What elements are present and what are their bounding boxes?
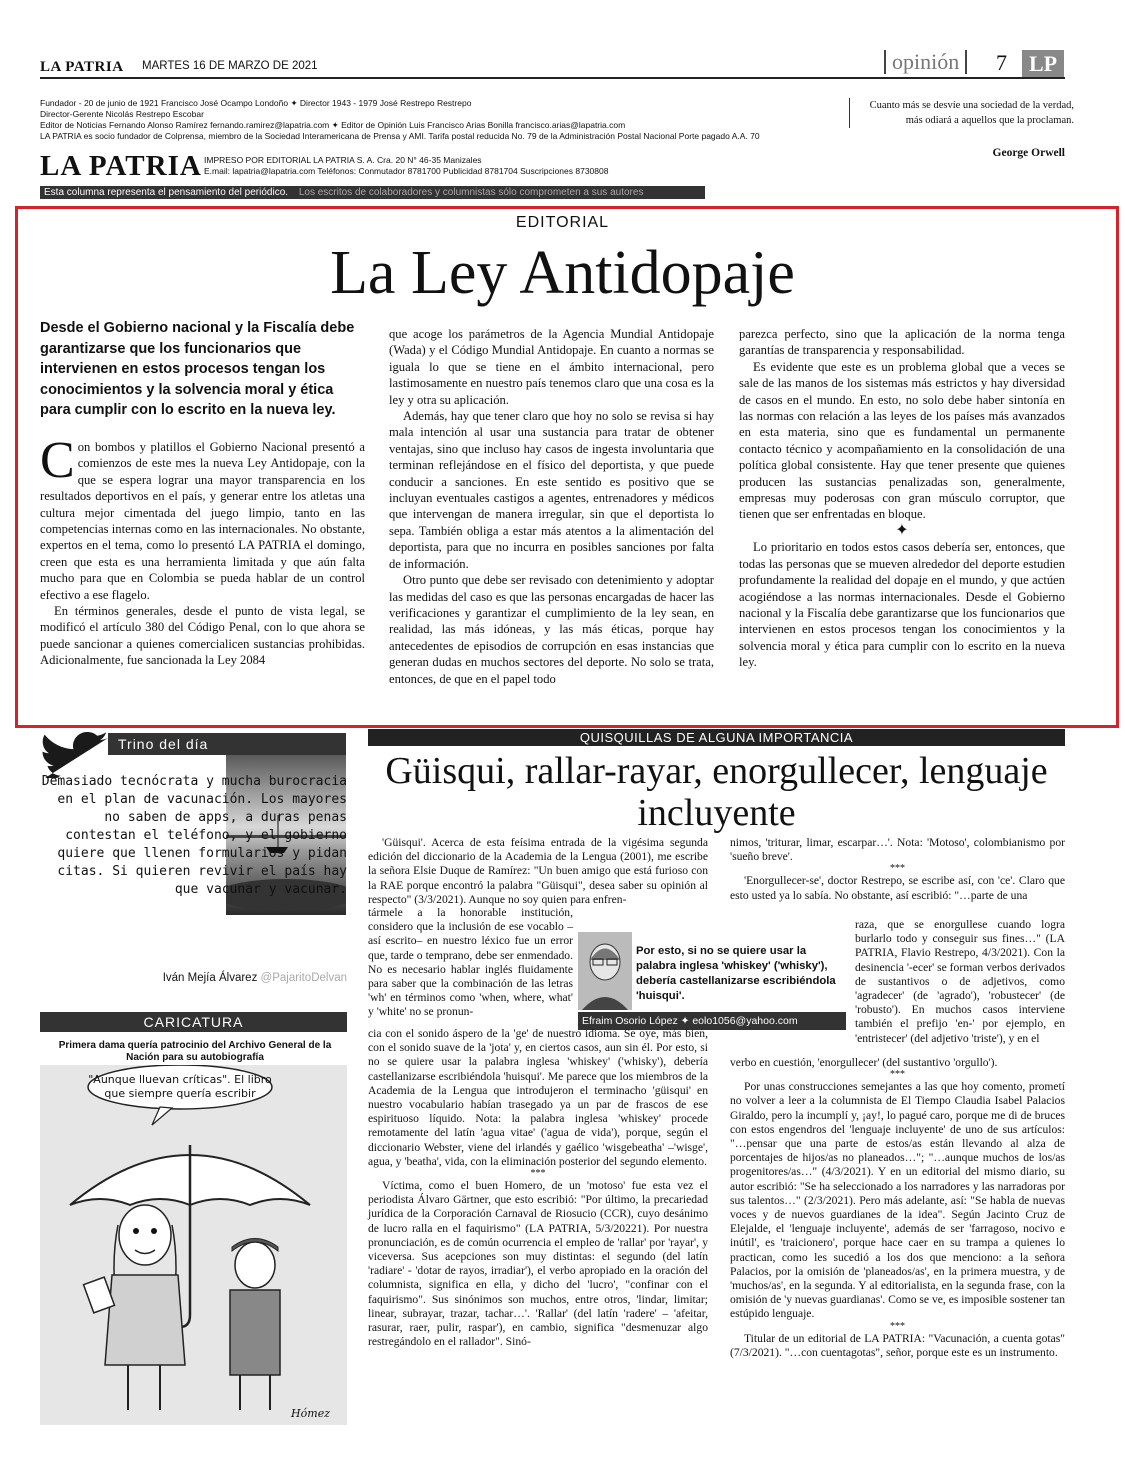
svg-text:Hómez: Hómez: [291, 1407, 330, 1420]
byline-bar: Efraim Osorio López ✦ eolo1056@yahoo.com: [578, 1012, 846, 1030]
disclaimer-columnists: Los escritos de colaboradores y columnistas sólo comprometen a sus autores: [298, 187, 644, 198]
quisquillas-column-1: [368, 1027, 708, 1349]
disclaimer-bar: [40, 186, 705, 199]
top-rule: [40, 77, 1065, 79]
paragraph: raza, que se enorgullese cuando logra burlarlo todo y conseguir sus fines…" (LA PATRIA, Flavio Restrepo, 4/3/2021). Con la desinencia '-ecer' se forman verbos derivados de sustantivos o de adjetivos, como 'agradecer' (de 'agrado'), 'robustecer' (de 'robusto'). En muchos casos interviene también el prefijo 'en-' por ejemplo, en 'entristecer' (del adjetivo 'triste'), y en el: [855, 918, 1065, 1045]
cartoon-illustration: [40, 1065, 347, 1425]
contact-line: E.mail: lapatria@lapatria.com Teléfonos: Conmutador 8781700 Publicidad 8781704 Suscripciones 8730808: [204, 166, 609, 176]
masthead-date: MARTES 16 DE MARZO DE 2021: [142, 60, 318, 72]
separator-icon: ✦: [895, 521, 909, 539]
editorial-lead: Desde el Gobierno nacional y la Fiscalía debe garantizarse que los funcionarios que intervienen en estos procesos tengan los conocimientos y la solvencia moral y ética para cumplir con lo escrito en la nueva ley.: [40, 320, 355, 418]
paragraph: 'Enorgullecer-se', doctor Restrepo, se escribe así, con 'ce'. Claro que esto usted ya lo sabía. No obstante, así escribió: "…parte de una: [730, 874, 1065, 902]
svg-text:que siempre quería escribir: que siempre quería escribir: [104, 1087, 256, 1100]
quisquillas-title: Güisqui, rallar-rayar, enorgullecer, lenguaje incluyente: [385, 750, 1048, 834]
section-tag: opinión: [884, 50, 967, 74]
editorial-kicker: EDITORIAL: [515, 214, 610, 231]
quisquillas-kicker: QUISQUILLAS DE ALGUNA IMPORTANCIA: [368, 729, 1065, 746]
section-stars: ***: [530, 1168, 546, 1180]
pull-quote: Por esto, si no se quiere usar la palabra inglesa 'whiskey' ('whisky'), debería castellanizarse escribiéndola 'huisqui'.: [636, 945, 836, 1002]
quisquillas-wrap-text-right: [855, 918, 1065, 1046]
paragraph: Es evidente que este es un problema global que a veces se sale de las manos de los sistemas más estrictos y hay diversidad de casos en el mundo. En esto, no solo debe haber sintonía en las normas con relación a las leyes de los países más avanzados en esta materia, sino que es fundamental un permanente contacto técnico y acompañamiento en la consolidación de una política global consistente. Hay que tener presente que quienes producen las sustancias penalizadas son, generalmente, empresas muy poderosas con gran músculo corruptor, que tienen que ser enfrentadas en bloque.: [739, 359, 1065, 522]
section-stars: ***: [890, 1069, 905, 1081]
trino-author-name: Iván Mejía Álvarez: [162, 972, 258, 984]
disclaimer-editorial: Esta columna representa el pensamiento del periódico.: [44, 187, 289, 198]
paragraph: Víctima, como el buen Homero, de un 'motoso' fue esta vez el periodista Álvaro Gärtner, que esto escribió: "Por último, la precariedad jurídica de la Corporación Carnaval de Riosucio (CCR), cuyo desánimo de lucro ralla en el faquirismo" (LA PATRIA, 5/3/20221). Por nuestra pronunciación, es de común ocurrencia el empleo de 'rallar' por 'rayar', y viceversa. Sus acepciones son muy distintas: el segundo (del latín 'radiare' - 'dotar de rayos, irradiar'), el verbo apropiado en la oración del columnista, significa en ella, y dicho del 'lucro', "confinar con el faquirismo". Sus sinónimos son muchos, entre otros, 'lindar, limitar; linear, subrayar, trazar, tachar…'. 'Rallar' (del latín 'radere' – 'afeitar, rasurar, raer, pulir, raspar'), en cambio, significa "desmenuzar algo restregándolo en el rallador". Sinó-: [368, 1179, 708, 1349]
caricatura-header: CARICATURA: [40, 1012, 347, 1032]
author-photo: [578, 932, 632, 1010]
paragraph-text: on bombos y platillos el Gobierno Nacional presentó a comienzos de este mes la nueva Ley Antidopaje, con la que se espera lograr una mayor transparencia en los resultados deportivos en el país, y generar entre los atletas una cultura mejor cimentada del juego limpio, tanto en las competencias internas como en las internacionales. No obstante, expertos en el tema, como lo presentó LA PATRIA el domingo, creen que esta es una herramienta limitada y que aún falta mucho para que en Colombia se pueda hablar de un control efectivo a ese flagelo.: [40, 440, 365, 602]
newspaper-logo: LA PATRIA: [40, 150, 202, 182]
editorial-column-2: [389, 326, 714, 687]
epigraph-quote: Cuanto más se desvíe una sociedad de la verdad, más odiará a aquellos que la proclaman.: [849, 98, 1074, 128]
paragraph: nimos, 'triturar, limar, escarpar…'. Nota: 'Motoso', colombianismo por 'sueño breve'.: [730, 836, 1065, 864]
paragraph: En términos generales, desde el punto de vista legal, se modificó el artículo 380 del Código Penal, con lo que ahora se puede sancionar a quienes comercialicen sustancias prohibidas. Adicionalmente, fue sancionada la Ley 2084: [40, 604, 365, 668]
credits-line: LA PATRIA es socio fundador de Colprensa, miembro de la Sociedad Interamericana de Prensa y AMI. Tarifa postal reducida No. 79 de la Administración Postal Nacional Porte pagado A.A. 70: [40, 131, 760, 141]
paragraph: tármele a la honorable institución, considero que la inclusión de ese vocablo –así escrito– en nuestro léxico fue un error que, tarde o temprano, debe ser enmendado. No es necesario hablar inglés fluidamente para saber que la combinación de las letras 'wh' en términos como 'when, where, what' y 'white' no se pronun-: [368, 906, 573, 1019]
paragraph: Lo prioritario en todos estos casos debería ser, entonces, que todas las personas que se mueven alrededor del deporte estudien profundamente la realidad del dopaje en el mundo, y que actúen acogiéndose a las normas internacionales. Desde el Gobierno nacional y la Fiscalía debe garantizarse que los funcionarios que intervienen en estos procesos tengan los conocimientos y la solvencia moral y ética para cumplir con lo escrito en la nueva ley.: [739, 540, 1065, 670]
paragraph: Además, hay que tener claro que hoy no solo se revisa si hay mala intención al usar una sustancia para tratar de obtener ventajas, sino que incluso hay casos de ingesta involuntaria que terminan reflejándose en el físico del deportista, y que puede conducir a sanciones. En este sentido es positivo que se incluyan eventuales castigos a agentes, entrenadores y médicos que intervengan de manera irregular, sin que el deportista lo sepa. También obliga a estar más atentos a la alimentación del deportista, para que no incurra en posibles sanciones por falta de información.: [389, 409, 714, 571]
epigraph-author: George Orwell: [992, 147, 1065, 159]
credits-line: Director-Gerente Nicolás Restrepo Escobar: [40, 109, 204, 119]
lp-logo: LP: [1022, 50, 1064, 78]
paragraph: verbo en cuestión, 'enorgullecer' (del sustantivo 'orgullo').: [730, 1056, 998, 1069]
editorial-title: La Ley Antidopaje: [330, 239, 795, 307]
paragraph: que acoge los parámetros de la Agencia Mundial Antidopaje (Wada) y el Código Mundial Antidopaje. En cuanto a normas se iguala lo que se tiene en el ámbito internacional, pero lastimosamente en nuestro país tenemos claro que una cosa es la ley y otra su aplicación.: [389, 327, 714, 407]
section-stars: ***: [890, 1320, 905, 1332]
drop-cap: C: [40, 432, 75, 489]
section-stars: ***: [890, 863, 905, 875]
page-number: 7: [996, 50, 1007, 75]
trino-handle[interactable]: @PajaritoDelvan: [260, 972, 347, 984]
editorial-column-1: [40, 432, 365, 669]
svg-text:"Aunque lluevan críticas". El: "Aunque lluevan críticas". El libro: [88, 1073, 272, 1086]
paragraph: [40, 432, 365, 603]
trino-author: [100, 972, 347, 984]
credits-line: Fundador - 20 de junio de 1921 Francisco José Ocampo Londoño ✦ Director 1943 - 1979 José Restrepo Restrepo: [40, 98, 472, 108]
paragraph: Titular de un editorial de LA PATRIA: "Vacunación, a cuenta gotas" (7/3/2021). "…con cuentagotas", señor, porque este es un instrumento.: [730, 1331, 1065, 1359]
masthead-brand: LA PATRIA: [40, 59, 124, 75]
paragraph: cia con el sonido áspero de la 'ge' de nuestro idioma. Se oye, más bien, con el sonido suave de la 'jota' y, en ciertos casos, aun sin él. Por esto, si no se quiere usar la palabra inglesa 'whiskey' ('whisky'), debería castellanizarse escribiéndola 'huisqui'. Me parece que los miembros de la Academia de la Lengua que introdujeron el terminacho 'güisqui' en nuestro vocabulario habían trasegado ya un par de frascos de ese espirituoso líquido. Nota: la palabra inglesa 'whiskey' procede remotamente del latín 'agua vitae' ('agua de vida'), porque, según el diccionario Webster, viene del irlandés y gaélico 'wisgebeatha' –'wisge', agua, y 'beatha', vida, con la eliminación posterior del segundo elemento.: [368, 1027, 708, 1168]
editorial-column-3: [739, 326, 1065, 671]
quisquillas-column-2-top: [730, 836, 1065, 903]
trino-header: Trino del día: [108, 733, 346, 755]
paragraph: Por unas construcciones semejantes a las que hoy comento, prometí no volver a leer a la columnista de El Tiempo Claudia Isabel Palacios Giraldo, pero la incumplí y, ¡ay!, lo pagué caro, porque me di de bruces con estos engendros del 'lenguaje incluyente' de uno de sus artículos: "…pensar que una parte de estos/as están llevando al alza de porcentajes de hijos/as no planeados…"; "…aunque muchos de los/as progenitores/as…" (4/3/2021). Y en un editorial del mismo diario, su autor escribió: "Se ha seleccionado a los narradores y las narradoras por sus talentos…" (2/3/2021). Pero más adelante, así: "Se habla de nuevas voces y de nuevos guardianes de la idea". Según Jacinto Cruz de Elejalde, el 'lenguaje incluyente', además de ser 'farragoso, nocivo e inútil', es 'traicionero', porque hace caer en su trampa a quienes lo practican, como les sucedió a los dos que menciono: a la señora Palacios, por la omisión de 'planeados/as', en la primera muestra, y de 'muchos/as', en la segunda. Y al editorialista, en la segunda frase, con la omisión de 'y nuevas guardianas'. Como se ve, es imposible sostener tan estúpido lenguaje.: [730, 1080, 1065, 1321]
paragraph: Otro punto que debe ser revisado con detenimiento y adoptar las medidas del caso es que las personas encargadas de hacer las verificaciones y garantizar el cumplimiento de la ley sean, en realidad, las más idóneas, y las más éticas, porque hay antecedentes de episodios de corrupción en esas instancias que generan dudas en muchos sectores del deporte. No solo se trata, entonces, de que en el papel todo: [389, 573, 714, 686]
quisquillas-column-1-top: [368, 836, 708, 907]
quisquillas-column-2: [730, 1056, 1065, 1360]
caricatura-caption: Primera dama quería patrocinio del Archivo General de la Nación para su autobiografía: [58, 1040, 332, 1063]
paragraph: parezca perfecto, sino que la aplicación de la norma tenga garantías de transparencia y responsabilidad.: [739, 327, 1065, 358]
twitter-bird-icon: [38, 732, 110, 778]
paragraph: 'Güisqui'. Acerca de esta feísima entrada de la vigésima segunda edición del diccionario de la Academia de la Lengua (2001), me escribe la señora Elsie Duque de Ramírez: "Un buen amigo que está furioso con la RAE porque encontró la palabra "Güisqui", desea saber su opinión al respecto" (3/3/2021). Aunque no soy quien para enfren-: [368, 836, 708, 906]
quisquillas-wrap-text: [368, 906, 573, 1020]
printed-by-line: IMPRESO POR EDITORIAL LA PATRIA S. A. Cra. 20 N° 46-35 Manizales: [204, 155, 482, 165]
trino-text: Demasiado tecnócrata y mucha burocracia en el plan de vacunación. Los mayores no saben de apps, a duras penas contestan el teléfono, y el gobierno quiere que llenen formularios y pidan citas. Si quieren revivir el país hay que vacunar y vacunar.: [41, 774, 347, 897]
credits-line: Editor de Noticias Fernando Alonso Ramírez fernando.ramirez@lapatria.com ✦ Editor de Opinión Luis Francisco Arias Bonilla francisco.arias@lapatria.com: [40, 120, 626, 130]
